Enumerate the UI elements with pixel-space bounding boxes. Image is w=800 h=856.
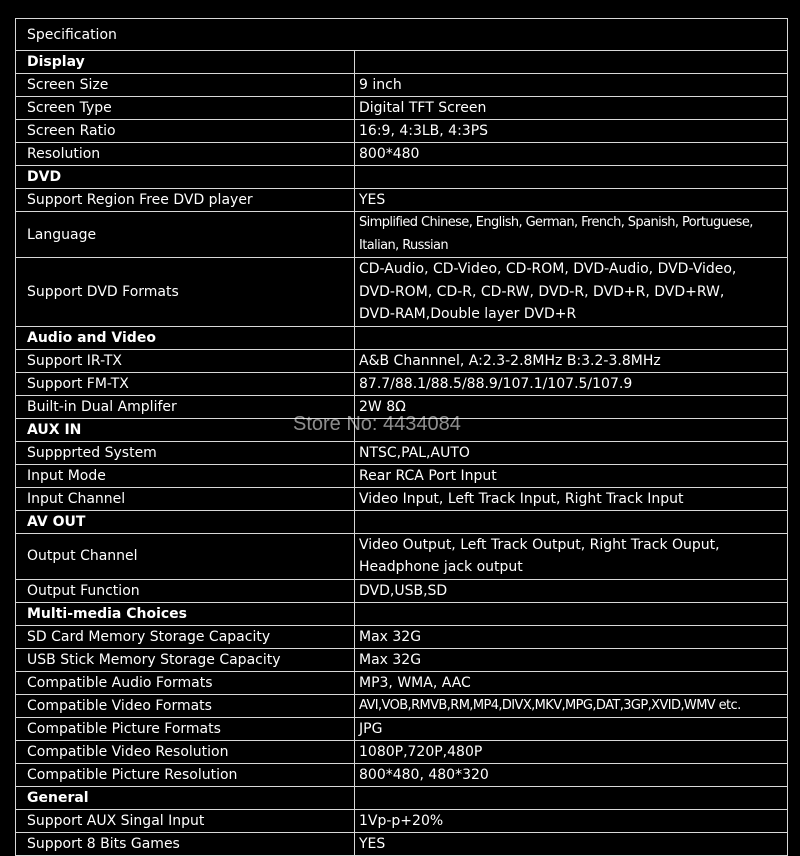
spec-row [16, 395, 788, 418]
section-empty-cell [355, 51, 788, 74]
section-empty-cell [355, 326, 788, 349]
section-title: General [16, 786, 355, 809]
spec-value: 9 inch [355, 74, 788, 97]
spec-value: JPG [355, 717, 788, 740]
spec-value: 800*480, 480*320 [355, 763, 788, 786]
spec-row [16, 441, 788, 464]
section-title: AUX IN [16, 418, 355, 441]
section-title: Audio and Video [16, 326, 355, 349]
spec-value: Max 32G [355, 625, 788, 648]
spec-row [16, 212, 788, 258]
spec-value [355, 258, 788, 327]
spec-value-line: Headphone jack output [359, 559, 523, 575]
section-empty-cell [355, 602, 788, 625]
spec-label: Resolution [16, 143, 355, 166]
section-empty-cell [355, 166, 788, 189]
spec-title: Specification [16, 19, 788, 51]
spec-value [355, 212, 788, 258]
spec-label: Support IR-TX [16, 349, 355, 372]
spec-row [16, 717, 788, 740]
spec-row [16, 809, 788, 832]
spec-label: Input Mode [16, 464, 355, 487]
spec-value: AVI,VOB,RMVB,RM,MP4,DIVX,MKV,MPG,DAT,3GP,XVID,WMV etc. [355, 694, 788, 717]
spec-label: Compatible Picture Formats [16, 717, 355, 740]
spec-row [16, 487, 788, 510]
spec-label: Compatible Video Formats [16, 694, 355, 717]
section-empty-cell [355, 510, 788, 533]
spec-value-line: DVD-ROM, CD-R, CD-RW, DVD-R, DVD+R, DVD+RW, [359, 283, 725, 300]
spec-label: Language [16, 212, 355, 258]
section-empty-cell [355, 418, 788, 441]
spec-value: 1Vp-p+20% [355, 809, 788, 832]
section-header-row [16, 786, 788, 809]
spec-label: Input Channel [16, 487, 355, 510]
spec-row [16, 120, 788, 143]
section-header-row [16, 326, 788, 349]
spec-row [16, 258, 788, 327]
spec-label: Support Region Free DVD player [16, 189, 355, 212]
spec-value: Max 32G [355, 648, 788, 671]
spec-label: Output Function [16, 579, 355, 602]
section-header-row [16, 602, 788, 625]
spec-value: 16:9, 4:3LB, 4:3PS [355, 120, 788, 143]
spec-label: Screen Ratio [16, 120, 355, 143]
spec-row [16, 97, 788, 120]
spec-row [16, 372, 788, 395]
spec-row [16, 533, 788, 579]
section-title: Display [16, 51, 355, 74]
specification-table [15, 18, 788, 856]
section-header-row [16, 510, 788, 533]
spec-row [16, 74, 788, 97]
section-title: Multi-media Choices [16, 602, 355, 625]
spec-value-line: CD-Audio, CD-Video, CD-ROM, DVD-Audio, DVD-Video, [359, 261, 737, 277]
spec-value: MP3, WMA, AAC [355, 671, 788, 694]
spec-value: Digital TFT Screen [355, 97, 788, 120]
spec-value-line: Italian, Russian [359, 237, 449, 253]
spec-row [16, 579, 788, 602]
spec-value [355, 533, 788, 579]
spec-value: 87.7/88.1/88.5/88.9/107.1/107.5/107.9 [355, 372, 788, 395]
spec-row [16, 143, 788, 166]
spec-label: Compatible Audio Formats [16, 671, 355, 694]
section-empty-cell [355, 786, 788, 809]
spec-value: DVD,USB,SD [355, 579, 788, 602]
spec-title-row [16, 19, 788, 51]
store-watermark: Store No: 4434084 [293, 413, 461, 435]
spec-row [16, 189, 788, 212]
spec-value: 2W 8Ω [355, 395, 788, 418]
spec-row [16, 740, 788, 763]
spec-table-body [16, 19, 788, 856]
spec-label: USB Stick Memory Storage Capacity [16, 648, 355, 671]
spec-label: Output Channel [16, 533, 355, 579]
spec-label: Screen Size [16, 74, 355, 97]
spec-value: Rear RCA Port Input [355, 464, 788, 487]
spec-value: A&B Channnel, A:2.3-2.8MHz B:3.2-3.8MHz [355, 349, 788, 372]
section-header-row [16, 418, 788, 441]
spec-label: Suppprted System [16, 441, 355, 464]
spec-row [16, 671, 788, 694]
spec-row [16, 349, 788, 372]
spec-label: Compatible Picture Resolution [16, 763, 355, 786]
spec-value: NTSC,PAL,AUTO [355, 441, 788, 464]
section-title: AV OUT [16, 510, 355, 533]
spec-label: Compatible Video Resolution [16, 740, 355, 763]
spec-row [16, 625, 788, 648]
spec-value: 800*480 [355, 143, 788, 166]
spec-label: Support DVD Formats [16, 258, 355, 327]
section-header-row [16, 51, 788, 74]
spec-row [16, 464, 788, 487]
section-header-row [16, 166, 788, 189]
spec-value-line: Simplified Chinese, English, German, French, Spanish, Portuguese, [359, 215, 753, 230]
spec-row [16, 694, 788, 717]
spec-row [16, 648, 788, 671]
spec-label: Screen Type [16, 97, 355, 120]
spec-value-line: Video Output, Left Track Output, Right Track Ouput, [359, 536, 720, 553]
spec-value: 1080P,720P,480P [355, 740, 788, 763]
spec-label: Support 8 Bits Games [16, 832, 355, 855]
spec-row [16, 763, 788, 786]
spec-value-line: DVD-RAM,Double layer DVD+R [359, 306, 577, 322]
spec-value: YES [355, 189, 788, 212]
spec-label: Support AUX Singal Input [16, 809, 355, 832]
spec-label: SD Card Memory Storage Capacity [16, 625, 355, 648]
spec-label: Support FM-TX [16, 372, 355, 395]
section-title: DVD [16, 166, 355, 189]
spec-label: Built-in Dual Amplifer [16, 395, 355, 418]
spec-value: YES [355, 832, 788, 855]
spec-value: Video Input, Left Track Input, Right Track Input [355, 487, 788, 510]
